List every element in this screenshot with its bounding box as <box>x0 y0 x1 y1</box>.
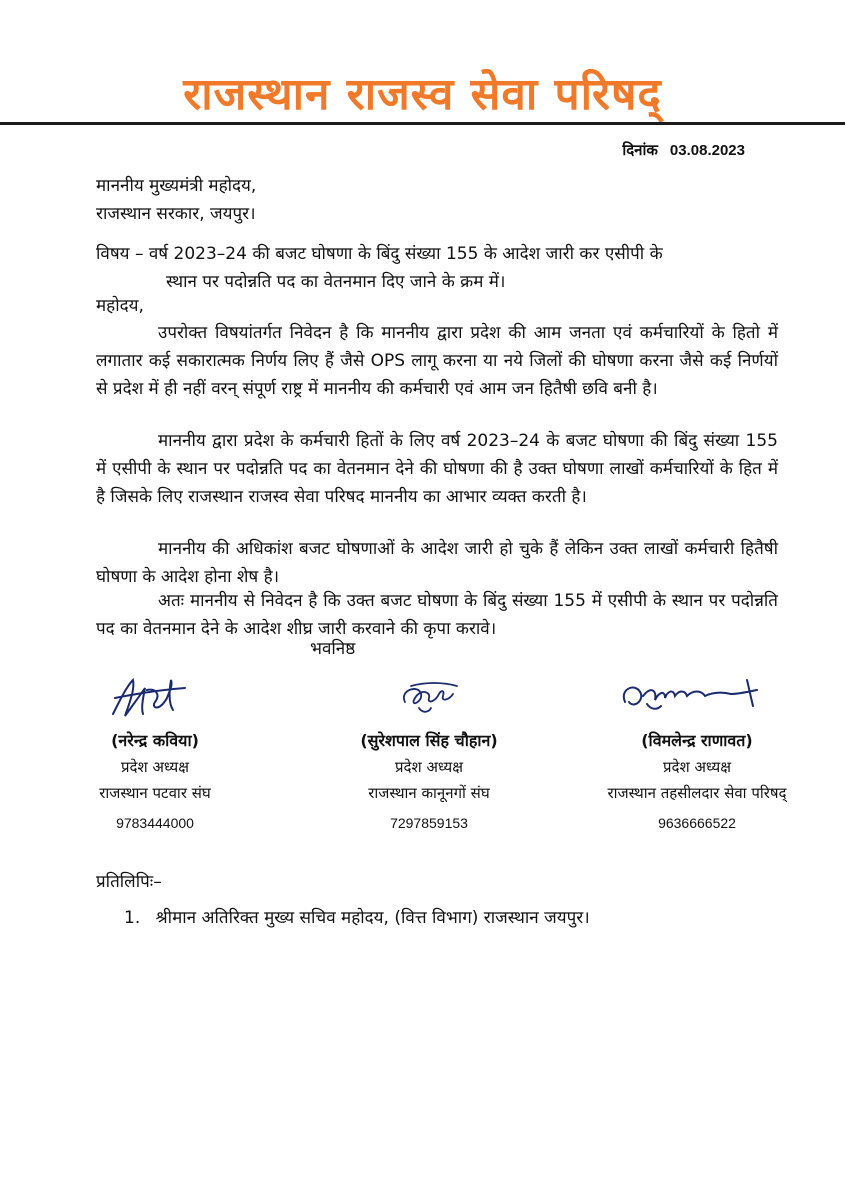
date-value: 03.08.2023 <box>669 142 745 159</box>
signatory-2-organization: राजस्थान कानूनगों संघ <box>368 784 490 802</box>
signature-2 <box>359 668 499 726</box>
signature-3 <box>607 668 787 726</box>
signatory-2 <box>304 668 554 836</box>
copy-to-item-1 <box>124 904 590 932</box>
signature-1 <box>85 668 225 726</box>
body-paragraph-4: अतः माननीय से निवेदन है कि उक्त बजट घोषणा के बिंदु संख्या 155 में एसीपी के स्थान पर पदोन्नति पद का वेतनमान देने के आदेश शीघ्र जारी करवाने की कृपा करावे। <box>96 591 778 639</box>
signatory-1-phone: 9783444000 <box>116 815 194 831</box>
addressee-line-1: माननीय मुख्यमंत्री महोदय, <box>96 176 257 196</box>
body-paragraph-2: माननीय द्वारा प्रदेश के कर्मचारी हितों के लिए वर्ष 2023–24 के बजट घोषणा की बिंदु संख्या 155 में एसीपी के स्थान पर पदोन्नति पद का वेतनमान देने की घोषणा की है उक्त घोषणा लाखों कर्मचारियों के हित में है जिसके लिए राजस्थान राजस्व सेवा परिषद माननीय का आभार व्यक्त करती है। <box>96 431 778 507</box>
signatory-3-designation: प्रदेश अध्यक्ष <box>662 758 732 776</box>
copy-to-item-number: 1. <box>124 908 141 928</box>
signatory-2-name: (सुरेशपाल सिंह चौहान) <box>360 731 498 750</box>
date-label: दिनांक <box>622 141 658 159</box>
signatory-2-phone: 7297859153 <box>390 815 468 831</box>
closing: भवनिष्ठ <box>310 639 356 659</box>
signatory-1-organization: राजस्थान पटवार संघ <box>99 784 211 802</box>
signatory-1 <box>30 668 280 836</box>
signatory-3-organization: राजस्थान तहसीलदार सेवा परिषद् <box>607 784 787 802</box>
subject-line-2: स्थान पर पदोन्नति पद का वेतनमान दिए जाने के क्रम में। <box>166 272 506 292</box>
subject <box>96 240 778 296</box>
copy-to-label: प्रतिलिपिः– <box>96 872 162 892</box>
salutation: महोदय, <box>96 296 144 316</box>
signatory-3-phone: 9636666522 <box>658 815 736 831</box>
date-line <box>622 140 745 160</box>
signatory-1-designation: प्रदेश अध्यक्ष <box>120 758 190 776</box>
addressee-line-2: राजस्थान सरकार, जयपुर। <box>96 204 256 224</box>
body-paragraph-3: माननीय की अधिकांश बजट घोषणाओं के आदेश जारी हो चुके हैं लेकिन उक्त लाखों कर्मचारी हितैषी घोषणा के आदेश होना शेष है। <box>96 539 778 587</box>
body-paragraph-1: उपरोक्त विषयांतर्गत निवेदन है कि माननीय द्वारा प्रदेश की आम जनता एवं कर्मचारियों के हितो में लगातार कई सकारात्मक निर्णय लिए हैं जैसे OPS लागू करना या नये जिलों की घोषणा करना जैसे कई निर्णयों से प्रदेश में ही नहीं वरन् संपूर्ण राष्ट्र में माननीय की कर्मचारी एवं आम जन हितैषी छवि बनी है। <box>96 323 778 399</box>
subject-line-1: विषय – वर्ष 2023–24 की बजट घोषणा के बिंदु संख्या 155 के आदेश जारी कर एसीपी के <box>96 244 663 264</box>
copy-to-item-text: श्रीमान अतिरिक्त मुख्य सचिव महोदय, (वित्त विभाग) राजस्थान जयपुर। <box>155 908 590 928</box>
letterhead-title: राजस्थान राजस्व सेवा परिषद् <box>183 69 662 120</box>
letterhead-divider <box>0 122 845 125</box>
signatory-2-designation: प्रदेश अध्यक्ष <box>394 758 464 776</box>
signatory-3-name: (विमलेन्द्र राणावत) <box>641 731 753 750</box>
signatory-1-name: (नरेन्द्र कविया) <box>111 731 199 750</box>
signatory-3 <box>572 668 822 836</box>
